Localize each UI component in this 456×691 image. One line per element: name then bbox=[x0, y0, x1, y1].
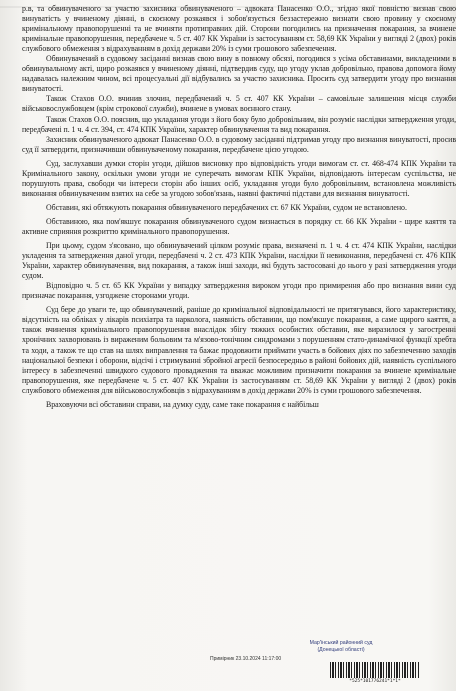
paragraph-defendant-admission: Обвинувачений в судовому засіданні визнав свою вину в повному обсязі, погодився з усіма обставинами, викладеними в обвинувальному акті, щиро розкаявся у вчиненому діянні, підтвердив суду, що угоду уклав добровільно, правова допомога йому надавалась належним чином, всі процесуальні дії відбувались за участю захисника. Просить суд затвердити угоду про визнання винуватості. bbox=[22, 54, 456, 94]
court-stamp-name: Мар'їнський районний суд bbox=[309, 640, 373, 646]
paragraph-rights: При цьому, судом з'ясовано, що обвинувачений цілком розуміє права, визначені п. 1 ч. 4 ст. 474 КПК України, наслідки укладення та затвердження даної угоди, передбачені ч. 2 ст. 473 КПК України, наслідки її невиконання, передбачені ст. 476 КПК України, характер обвинувачення, вид покарання, а також інші заходи, які будуть застосовані до нього у разі затвердження угоди судом. bbox=[22, 241, 456, 281]
verdict-text bbox=[22, 4, 456, 410]
court-stamp-region: (Донецької області) bbox=[317, 646, 365, 653]
paragraph-crime: Також Стахов О.О. вчинив злочин, передбачений ч. 5 ст. 407 КК України – самовільне залишення місця служби військовослужбовцем (крім строкової служби), вчинене в умовах воєнного стану. bbox=[22, 94, 456, 114]
paragraph-conclusion-start: Враховуючи всі обставини справи, на думку суду, саме таке покарання є найбільш bbox=[46, 399, 319, 409]
paragraph-defense: Захисник обвинуваченого адвокат Панасенко О.О. в судовому засіданні підтримав угоду про визнання винуватості, просив суд її затвердити, призначивши обвинуваченому покарання, передбачене цією угодою. bbox=[22, 134, 456, 154]
paragraph-court-conclusion: Суд, заслухавши думки сторін угоди, дійшов висновку про відповідність угоди вимогам ст. ст. 468-474 КПК України та Кримінального закону, оскільки умови угоди не суперечать вимогам КПК України, відповідають інтересам суспільства, не порушують права, свободи чи інтереси сторін або інших осіб, укладання угоди було добровільним, встановлена можливість виконання обвинуваченим взятих на себе за угодою зобов'язань, наявні фактичні підстави для визнання винуватості. bbox=[22, 158, 456, 198]
barcode-icon bbox=[330, 662, 420, 678]
paragraph-agreement: р.в, та обвинуваченого за участю захисника обвинуваченого – адвоката Панасенко О.О., згідно якої повністю визнав свою винуватість у вчиненому діянні, в скоєному розкаявся і зобов'язується беззастережно визнати свою провину у скоєному кримінальному правопорушенні та не вчиняти протиправних дій. Сторони погодились на призначення покарання, за вчинене кримінальне правопорушення, передбачене ч. 5 ст. 407 КК України із застосуванням ст. 58,69 КК України у вигляді 2 (двох) років службового обмеження з відрахуванням в дохід держави 20% із суми грошового забезпечення. bbox=[22, 4, 456, 54]
print-timestamp: Примірник 23.10.2024 11:17:00 bbox=[210, 656, 282, 662]
paragraph-aggravating: Обставин, які обтяжують покарання обвинуваченого передбачених ст. 67 КК України, судом не встановлено. bbox=[46, 202, 407, 212]
paragraph-voluntary: Також Стахов О.О. пояснив, що укладання угоди з його боку було добровільним, він розуміє наслідки затвердження угоди, передбачені п. 1 ч. 4 ст. 394, ст. 474 КПК України, характер обвинувачення та вид покарання. bbox=[22, 114, 456, 134]
paragraph-mitigating: Обставиною, яка пом'якшує покарання обвинуваченого судом визнається в порядку ст. 66 КК України - щире каяття та активне сприяння розкриттю кримінального правопорушення. bbox=[22, 216, 456, 236]
court-stamp bbox=[286, 640, 396, 653]
paragraph-circumstances: Суд бере до уваги те, що обвинувачений, раніше до кримінальної відповідальності не притягувався, його характеристику, відсутність на обліках у лікарів психіатра та нарколога, наявність обставини, що пом'якшує покарання, а саме щирого каяття, а також вчинення кримінального правопорушення внаслідок збігу тяжких особистих обставин, яке виразилося у загостренні хронічних захворювань із вираженим больовим та м'язово-тонічним синдромами з порушенням стато-динамічної функції хребта та ходи, а також те що став на шлях виправлення та бажає продовжити приймати участь в бойових діях по забезпеченню заходів національної безпеки і оборони, відсічі і стримуванні збройної агресії безпосередньо в районі бойових дій, наявність суспільного інтересу в забезпеченні швидкого судового провадження та вважає можливим призначити покарання за вчинене кримінальне правопорушення, яке передбачене ч. 5 ст. 407 КК України із застосуванням ст. 58,69 КК України у вигляді 2 (двох) років службового обмеження для військовослужбовців з відрахуванням в дохід держави 20% із суми грошового забезпечення. bbox=[22, 305, 456, 395]
barcode-number: *525*101776241*1*1* bbox=[349, 679, 401, 684]
paragraph-article-65: Відповідно ч. 5 ст. 65 КК України у випадку затвердження вироком угоди про примирення або про визнання вини суд призначає покарання, узгоджене сторонами угоди. bbox=[22, 281, 456, 301]
